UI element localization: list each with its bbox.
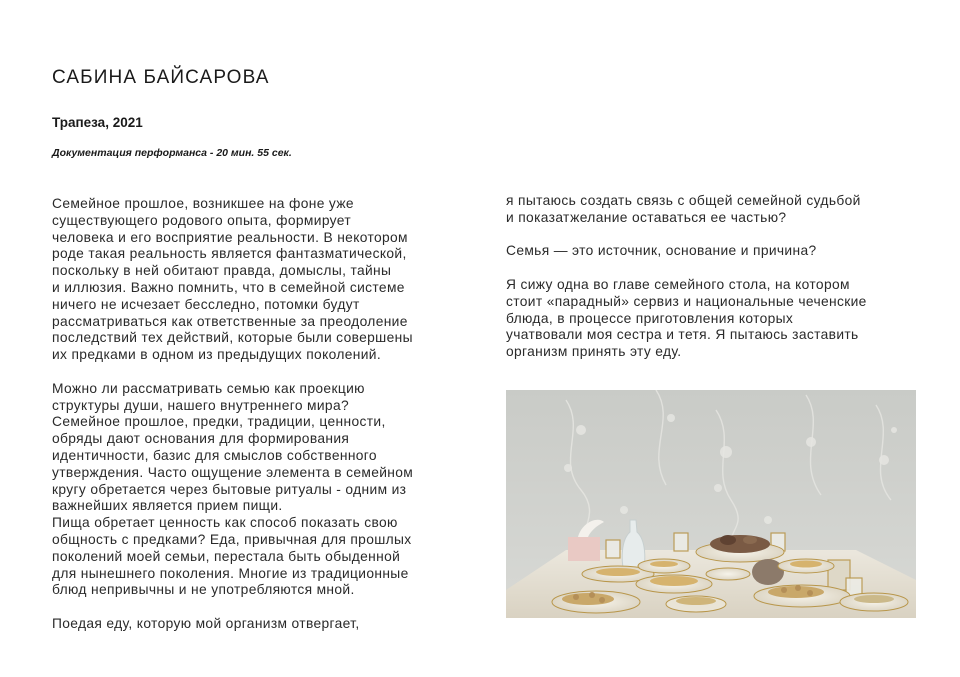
text-line: Семейное прошлое, предки, традиции, ценности, (52, 414, 386, 430)
text-line: я пытаюсь создать связь с общей семейной судьбой (506, 193, 861, 208)
text-line: их предками в одном из предыдущих поколений. (52, 347, 382, 363)
text-line: утверждения. Часто ощущение элемента в семейном (52, 464, 414, 480)
text-line: для нынешнего поколения. Многие из традиционные (52, 565, 409, 581)
paragraph (52, 381, 472, 599)
left-text-column (52, 196, 472, 650)
paragraph (506, 277, 926, 361)
right-text-column (506, 193, 926, 378)
text-line: роде такая реальность является фантазматической, (52, 246, 407, 262)
text-line: поскольку в ней обитают правда, домыслы, тайны (52, 263, 392, 279)
text-line: Можно ли рассматривать семью как проекцию (52, 380, 365, 396)
text-line: обряды дают основания для формирования (52, 431, 350, 447)
text-line: человека и его восприятие реальности. В некотором (52, 229, 408, 245)
artist-name: САБИНА БАЙСАРОВА (52, 67, 270, 88)
text-line: и иллюзия. Важно помнить, что в семейной системе (52, 279, 405, 295)
text-line: существующего родового опыта, формирует (52, 212, 352, 228)
performance-photo (506, 390, 916, 618)
paragraph (506, 193, 926, 227)
text-line: организм принять эту еду. (506, 344, 682, 360)
text-line: стоит «парадный» сервиз и национальные чеченские (506, 293, 867, 309)
paragraph (52, 196, 472, 364)
table-scene-illustration (506, 390, 916, 618)
text-line: кругу обретается через бытовые ритуалы - одним из (52, 481, 407, 497)
work-title: Трапеза, 2021 (52, 115, 143, 130)
text-line: Семья — это источник, основание и причина? (506, 243, 817, 259)
paragraph (506, 243, 926, 260)
text-line: Поедая еду, которую мой организм отвергает, (52, 615, 360, 631)
text-line: идентичности, базис для смыслов собственного (52, 447, 377, 463)
text-line: ничего не исчезает бесследно, потомки будут (52, 296, 360, 312)
text-line: рассматриваться как ответственные за преодоление (52, 313, 408, 329)
text-line: и показатжелание оставаться ее частью? (506, 209, 787, 225)
text-line: общность с предками? Еда, привычная для прошлых (52, 531, 412, 547)
text-line: учатвовали моя сестра и тетя. Я пытаюсь заставить (506, 327, 859, 343)
work-subtitle: Документация перформанса - 20 мин. 55 сек. (52, 147, 292, 159)
text-line: важнейших является прием пищи. (52, 498, 283, 514)
paragraph (52, 616, 472, 633)
text-line: поколений моей семьи, перестала быть обыденной (52, 548, 401, 564)
text-line: Семейное прошлое, возникшее на фоне уже (52, 196, 354, 211)
text-line: Я сижу одна во главе семейного стола, на котором (506, 276, 850, 292)
text-line: структуры души, нашего внутреннего мира? (52, 397, 349, 413)
text-line: блюд непривычны и не употребляются мной. (52, 582, 355, 598)
text-line: блюда, в процессе приготовления которых (506, 310, 794, 326)
text-line: последствий тех действий, которые были совершены (52, 330, 413, 346)
text-line: Пища обретает ценность как способ показать свою (52, 515, 398, 531)
